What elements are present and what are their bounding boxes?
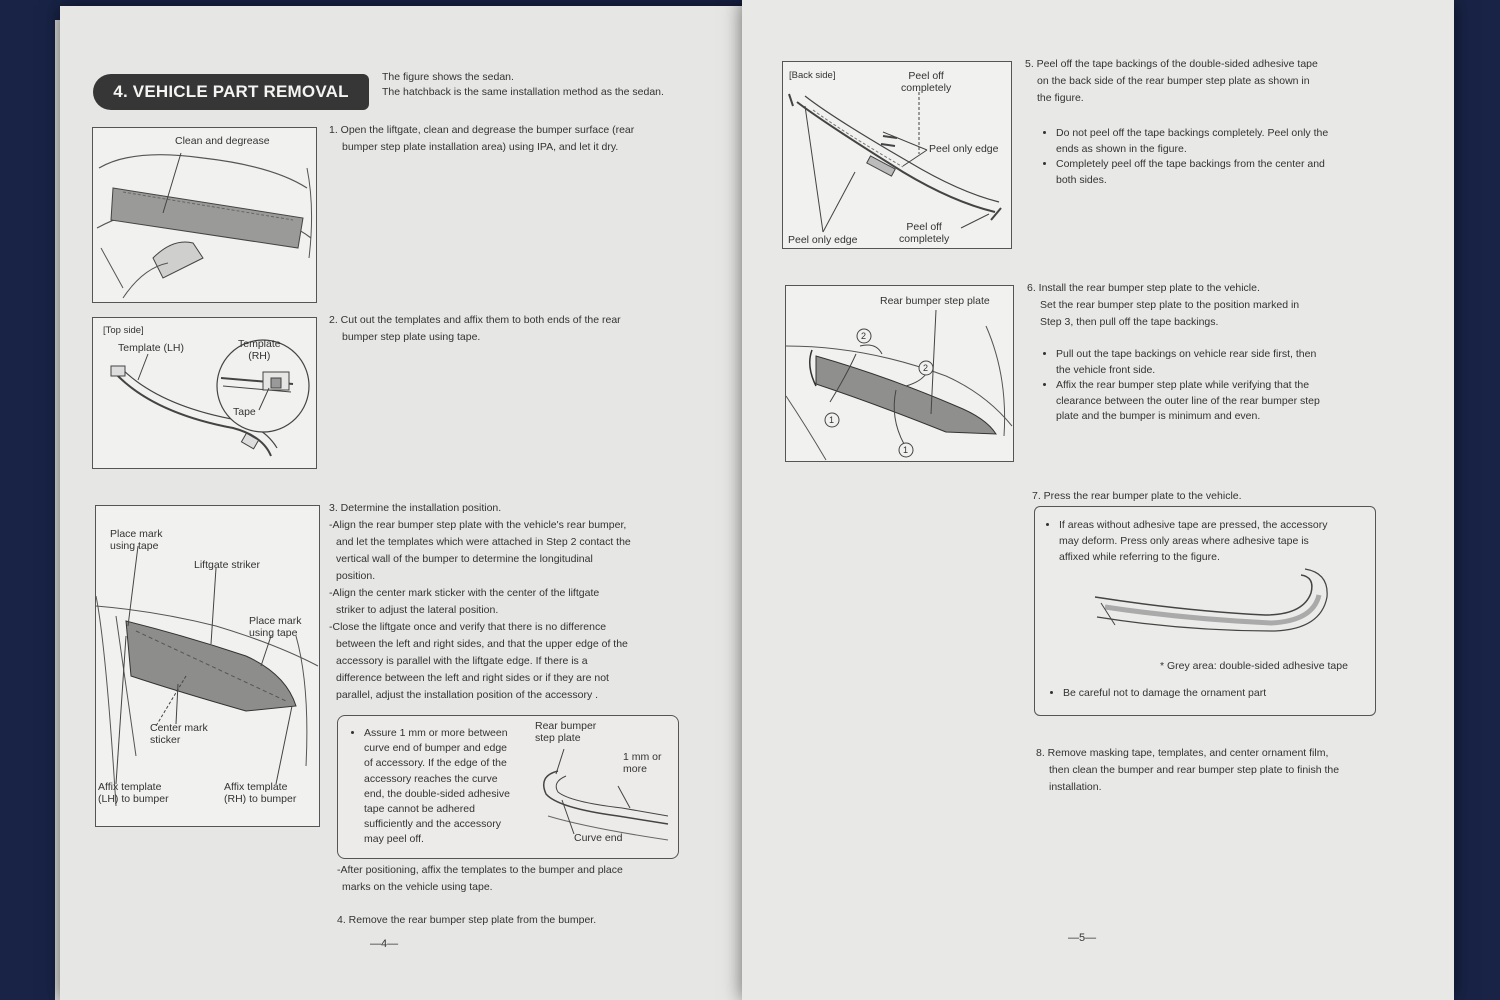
label-affix-template-lh: Affix template (LH) to bumper: [98, 781, 169, 805]
intro-text: The figure shows the sedan. The hatchback is the same installation method as the sedan.: [382, 71, 664, 98]
label-top-side: [Top side]: [103, 325, 144, 336]
install-plate-drawing: [786, 286, 1013, 461]
after-positioning-text: -After positioning, affix the templates to the bumper and place marks on the vehicle using tape.: [337, 864, 623, 893]
installation-position-drawing: [96, 506, 319, 826]
section-title-banner: 4. VEHICLE PART REMOVAL: [93, 74, 369, 110]
step-7-bullet-1: • If areas without adhesive tape are pressed, the accessory may deform. Press only areas where adhesive tape is affixed while referring to the figure.: [1043, 517, 1327, 565]
label-rear-bumper-step-plate: Rear bumper step plate: [535, 720, 597, 744]
page-number-5: —5—: [1068, 932, 1097, 944]
step-2-text: 2. Cut out the templates and affix them to both ends of the rear bumper step plate using tape.: [329, 314, 621, 343]
label-back-side: [Back side]: [789, 70, 836, 81]
curve-end-drawing: [338, 716, 678, 858]
figure-install-plate: [785, 285, 1014, 462]
label-clean-degrease: Clean and degrease: [175, 135, 270, 147]
figure-templates: [92, 317, 317, 469]
note-box-curve-end: [337, 715, 679, 859]
note-box-text: • Assure 1 mm or more between curve end of bumper and edge of accessory. If the edge of the accessory reaches the curve end, the double-sided adhesive tape cannot be adhered sufficiently and the accessory may peel off.: [348, 726, 510, 848]
label-rear-bumper-step-plate-fig6: Rear bumper step plate: [880, 295, 990, 307]
step-6-text: 6. Install the rear bumper step plate to the vehicle. Set the rear bumper step plate to the position marked in Step 3, then pull off the tape backings.: [1027, 282, 1300, 328]
figure-clean-degrease: [92, 127, 317, 303]
label-liftgate-striker: Liftgate striker: [194, 559, 260, 571]
back-side-peel-drawing: [783, 62, 1011, 248]
label-affix-template-rh: Affix template (RH) to bumper: [224, 781, 297, 805]
adhesive-area-drawing: [1035, 507, 1375, 715]
step-3-text: 3. Determine the installation position. -Align the rear bumper step plate with the vehicle's rear bumper, and let the templates which were attached in Step 2 contact the vertical wall of the bumper to determine the longitudinal position. -Align the center mark sticker with the center of the liftgate striker to adjust the lateral position. -Close the liftgate once and verify that there is no difference between the left and right sides, and that the upper edge of the accessory is parallel with the liftgate edge. If there is a difference between the left and right sides or if they are not parallel, adjust the installation position of the accessory .: [329, 502, 631, 701]
step-6-bullets: • Pull out the tape backings on vehicle rear side first, then the vehicle front side. • Affix the rear bumper step plate while verifying that the clearance between the outer line of the rear bumper step plate and the bumper is minimum and even.: [1040, 347, 1320, 425]
callout-2-right: 2: [923, 363, 929, 373]
label-1mm-or-more: 1 mm or more: [623, 751, 662, 775]
label-place-mark-left: Place mark using tape: [110, 528, 163, 552]
figure-installation-position: [95, 505, 320, 827]
step-1-text: 1. Open the liftgate, clean and degrease the bumper surface (rear bumper step plate installation area) using IPA, and let it dry.: [329, 124, 635, 153]
label-template-rh: Template (RH): [238, 338, 281, 362]
label-peel-only-edge-right: Peel only edge: [929, 143, 999, 155]
step-4-text: 4. Remove the rear bumper step plate from the bumper.: [337, 914, 597, 926]
label-peel-off-completely-bottom: Peel off completely: [899, 221, 950, 245]
label-center-mark-sticker: Center mark sticker: [150, 722, 208, 746]
callout-2-top: 2: [861, 331, 867, 341]
grey-area-note: * Grey area: double-sided adhesive tape: [1160, 660, 1348, 672]
label-template-lh: Template (LH): [118, 342, 184, 354]
label-place-mark-right: Place mark using tape: [249, 615, 302, 639]
label-peel-off-completely-top: Peel off completely: [901, 70, 952, 94]
step-5-text: 5. Peel off the tape backings of the double-sided adhesive tape on the back side of the rear bumper step plate as shown in the figure.: [1025, 58, 1318, 104]
label-peel-only-edge-bottom: Peel only edge: [788, 234, 858, 246]
label-tape: Tape: [233, 406, 256, 418]
step-7-bullet-2: • Be careful not to damage the ornament part: [1047, 685, 1266, 702]
step-7-text: 7. Press the rear bumper plate to the vehicle.: [1032, 490, 1242, 502]
page-number-4: —4—: [370, 938, 399, 950]
templates-drawing: [93, 318, 316, 468]
step-5-bullets: • Do not peel off the tape backings completely. Peel only the ends as shown in the figure. • Completely peel off the tape backings from the center and both sides.: [1040, 126, 1328, 188]
step-8-text: 8. Remove masking tape, templates, and center ornament film, then clean the bumper and rear bumper step plate to finish the installation.: [1036, 747, 1340, 793]
bumper-cleaning-drawing: [93, 128, 316, 302]
figure-back-side-peel: [782, 61, 1012, 249]
step-7-box: [1034, 506, 1376, 716]
callout-1-bottom: 1: [903, 445, 909, 455]
callout-1-left: 1: [829, 415, 835, 425]
label-curve-end: Curve end: [574, 832, 623, 844]
